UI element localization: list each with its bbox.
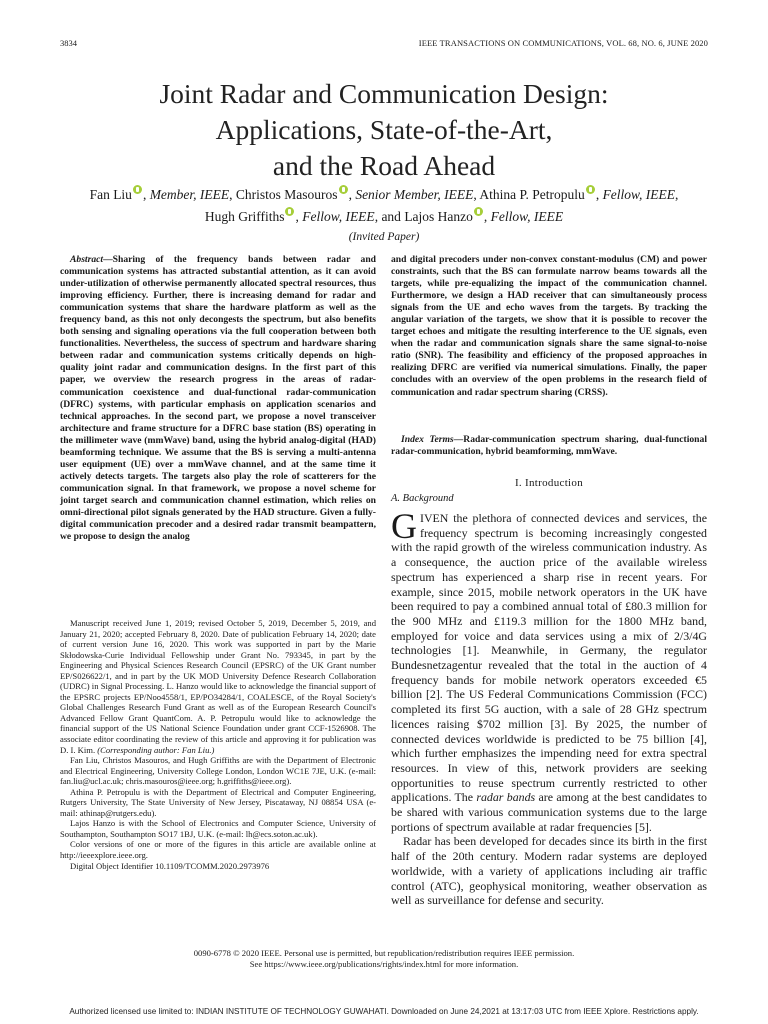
paragraph: Radar has been developed for decades since its birth in the first half of the 20th century. Modern radar systems are deployed worldwide, with a variety of applications including air traffic control (ATC), geophysical monitoring, weather observation as well as surveillance for defense and security. bbox=[391, 834, 707, 908]
footnote-paragraph: Fan Liu, Christos Masouros, and Hugh Griffiths are with the Department of Electronic and Electrical Engineering, University College London, London WC1E 7JE, U.K. (e-mail: fan.liu@ucl.ac.uk; chris.masouros@ieee.org; h.griffiths@ieee.org). bbox=[60, 755, 376, 787]
orcid-icon[interactable] bbox=[474, 207, 483, 216]
section-heading: I. Introduction bbox=[514, 477, 584, 489]
abstract: Abstract—Sharing of the frequency bands between radar and communication systems has attracted substantial attention, as it can avoid under-utilization of otherwise permanently allocated spectral resources, thus improving efficiency. Further, there is increasing demand for radar and communication systems that share the hardware platform as well as the frequency band, as this not only decongests the spectrum, but also benefits both sensing and signaling operations via the full cooperation between both functionalities. Nevertheless, the success of spectrum and hardware sharing between radar and communication systems critically depends on high-quality joint radar and communication designs. In the first part of this paper, we overview the research progress in the areas of radar-communication coexistence and dual-functional radar-communication (DFRC) systems, with particular emphasis on application scenarios and technical approaches. In the second part, we propose a novel transceiver architecture and frame structure for a DFRC base station (BS) operating in the millimeter wave (mmWave) band, using the hybrid analog-digital (HAD) beamforming technique. We assume that the BS is serving a multi-antenna user equipment (UE) over a mmWave channel, and at the same time it actively detects targets. The targets also play the role of scatterers for the communication signal. In that framework, we propose a novel scheme for joint target search and communication channel estimation, which relies on omni-directional pilot signals generated by the HAD structure. Given a fully-digital communication precoder and a desired radar transmit beampattern, we propose to design the analog bbox=[60, 254, 376, 543]
footnote-paragraph: Manuscript received June 1, 2019; revised October 5, 2019, December 5, 2019, and January 21, 2020; accepted February 8, 2020. Date of publication February 14, 2020; date of current version June 16, 2020. This work was supported in part by the Marie Skłodowska-Curie Individual Fellowship under Grant No. 793345, in part by the Engineering and Physical Sciences Research Council (EPSRC) of the UK Grant number EP/S026622/1, and in part by the UK MOD University Defence Research Collaboration (UDRC) in Signal Processing. L. Hanzo would like to acknowledge the financial support of the EPSRC projects EP/Noo4558/1, EP/PO34284/1, COALESCE, of the Royal Society's Global Challenges Research Fund Grant as well as of the European Research Council's Advanced Fellow Grant QuantCom. A. P. Petropulu would like to acknowledge the financial support of the US National Science Foundation under grant CCF-1526908. The associate editor coordinating the review of this article and approving it for publication was D. I. Kim. (Corresponding author: Fan Liu.) bbox=[60, 618, 376, 755]
author-name: Fan Liu bbox=[89, 187, 132, 202]
author-list: Fan Liu , Member, IEEE, Christos Masouros , Senior Member, IEEE, Athina P. Petropulu , Fellow, IEEE, Hugh Griffiths , Fellow, IEEE, and Lajos Hanzo , Fellow, IEEE bbox=[89, 187, 679, 224]
author-name: Hugh Griffiths bbox=[204, 209, 285, 224]
license-bar: Authorized licensed use limited to: INDIAN INSTITUTE OF TECHNOLOGY GUWAHATI. Downloaded on June 24,2021 at 13:17:03 UTC from IEEE Xplore. Restrictions apply. bbox=[69, 1007, 699, 1016]
title-line-2: Applications, State-of-the-Art, bbox=[215, 114, 553, 145]
abstract-text: Sharing of the frequency bands between radar and communication systems has attracted substantial attention, as it can avoid under-utilization of otherwise permanently allocated spectral resources, thus improving efficiency. Further, there is increasing demand for radar and communication systems that share the hardware platform as well as the frequency band, as this not only decongests the spectrum, but also benefits both sensing and signaling operations via the full cooperation between both functionalities. Nevertheless, the success of spectrum and hardware sharing between radar and communication systems critically depends on high-quality joint radar and communication designs. In the first part of this paper, we overview the research progress in the areas of radar-communication coexistence and dual-functional radar-communication (DFRC) systems, with particular emphasis on application scenarios and technical approaches. In the second part, we propose a novel transceiver architecture and frame structure for a DFRC base station (BS) operating in the millimeter wave (mmWave) band, using the hybrid analog-digital (HAD) beamforming technique. We assume that the BS is serving a multi-antenna user equipment (UE) over a mmWave channel, and at the same time it actively detects targets. The targets also play the role of scatterers for the communication signal. In that framework, we propose a novel scheme for joint target search and communication channel estimation, which relies on omni-directional pilot signals generated by the HAD structure. Given a fully-digital communication precoder and a desired radar transmit beampattern, we propose to design the analog bbox=[60, 254, 376, 543]
index-terms-text: Radar-communication spectrum sharing, dual-functional radar-communication, hybrid beamforming, mmWave. bbox=[391, 434, 707, 458]
index-terms: Index Terms—Radar-communication spectrum sharing, dual-functional radar-communication, hybrid beamforming, mmWave. bbox=[391, 434, 707, 458]
title-line-3: and the Road Ahead bbox=[272, 150, 496, 181]
orcid-icon[interactable] bbox=[586, 185, 595, 194]
paragraph: GIVEN the plethora of connected devices and services, the frequency spectrum is becoming increasingly congested with the rapid growth of the wireless communication industry. As a consequence, the auction price of the available wireless spectrum has experienced a sharp rise in recent years. For example, since 2015, mobile network operators in the UK have been required to pay a combined annual total of £80.3 million for the 900 MHz and £119.3 million for the 1800 MHz band, employed for voice and data services using a mix of 2/3/4G technologies [1]. Meanwhile, in Germany, the regulator Bundesnetzagentur revealed that the total in the auction of 4 frequency bands for mobile network operators exceeded €5 billion [2]. The US Federal Communications Commission (FCC) completed its first 5G auction, with a sale of 28 GHz spectrum licences raising $702 million [3]. By 2025, the number of connected devices worldwide is predicted to be 75 billion [4], which further emphasizes the impending need for extra spectral resources. In view of this, network providers are seeking opportunities to reuse spectrum currently restricted to other applications. The radar bands are among at the best candidates to be shared with various communication systems due to the large portions of spectrum available at radar frequencies [5]. bbox=[391, 506, 707, 834]
footnote-paragraph: Athina P. Petropulu is with the Department of Electrical and Computer Engineering, Rutgers University, The State University of New Jersey, Piscataway, NJ 08854 USA (e-mail: athinap@rutgers.edu). bbox=[60, 786, 376, 818]
author-name: Athina P. Petropulu bbox=[479, 187, 585, 202]
body-text bbox=[391, 506, 707, 908]
abstract-continued: and digital precoders under non-convex constant-modulus (CM) and power constraints, such that the BS can formulate narrow beams towards all the targets, while pre-equalizing the impact of the communication channel. Furthermore, we design a HAD receiver that can simultaneously process signals from the UE and echo waves from the targets. By tracking the angular variation of the targets, we show that it is possible to recover the target echoes and mitigate the resulting interference to the UE signals, even when the radar and communication signals share the same signal-to-noise ratio (SNR). The feasibility and efficiency of the proposed approaches in realizing DFRC are verified via numerical simulations. Finally, the paper concludes with an overview of the open problems in the research field of communication and radar spectrum sharing (CRSS). bbox=[391, 254, 707, 398]
orcid-icon[interactable] bbox=[339, 185, 348, 194]
author-role: Fellow, IEEE bbox=[302, 209, 375, 224]
author-role: Fellow, IEEE bbox=[490, 209, 564, 224]
footnote-paragraph: Lajos Hanzo is with the School of Electronics and Computer Science, University of Southampton, Southampton SO17 1BJ, U.K. (e-mail: lh@ecs.soton.ac.uk). bbox=[60, 818, 376, 839]
journal-header: IEEE TRANSACTIONS ON COMMUNICATIONS, VOL. 68, NO. 6, JUNE 2020 bbox=[418, 38, 708, 48]
footnote bbox=[60, 618, 376, 871]
doi-line: Digital Object Identifier 10.1109/TCOMM.2020.2973976 bbox=[70, 860, 270, 871]
author-role: Fellow, IEEE bbox=[602, 187, 676, 202]
invited-paper-label: (Invited Paper) bbox=[348, 231, 420, 243]
orcid-icon[interactable] bbox=[285, 207, 294, 216]
footnote-paragraph: Color versions of one or more of the figures in this article are available online at http://ieeexplore.ieee.org. bbox=[60, 839, 376, 861]
abstract-lead: Abstract bbox=[70, 254, 104, 265]
paper-title bbox=[60, 76, 708, 184]
orcid-icon[interactable] bbox=[133, 185, 142, 194]
title-line-1: Joint Radar and Communication Design: bbox=[159, 78, 609, 109]
author-name: Christos Masouros bbox=[235, 187, 338, 202]
dropcap: G bbox=[391, 506, 417, 546]
subsection-heading: A. Background bbox=[391, 493, 454, 504]
author-name: Lajos Hanzo bbox=[404, 209, 473, 224]
author-role: Senior Member, IEEE bbox=[355, 187, 474, 202]
page-number: 3834 bbox=[60, 38, 77, 48]
copyright-notice: 0090-6778 © 2020 IEEE. Personal use is permitted, but republication/redistribution requires IEEE permission. See https://www.ieee.org/publications/rights/index.html for more information. bbox=[193, 948, 575, 969]
index-terms-lead: Index Terms bbox=[401, 434, 454, 445]
author-role: Member, IEEE bbox=[149, 187, 230, 202]
